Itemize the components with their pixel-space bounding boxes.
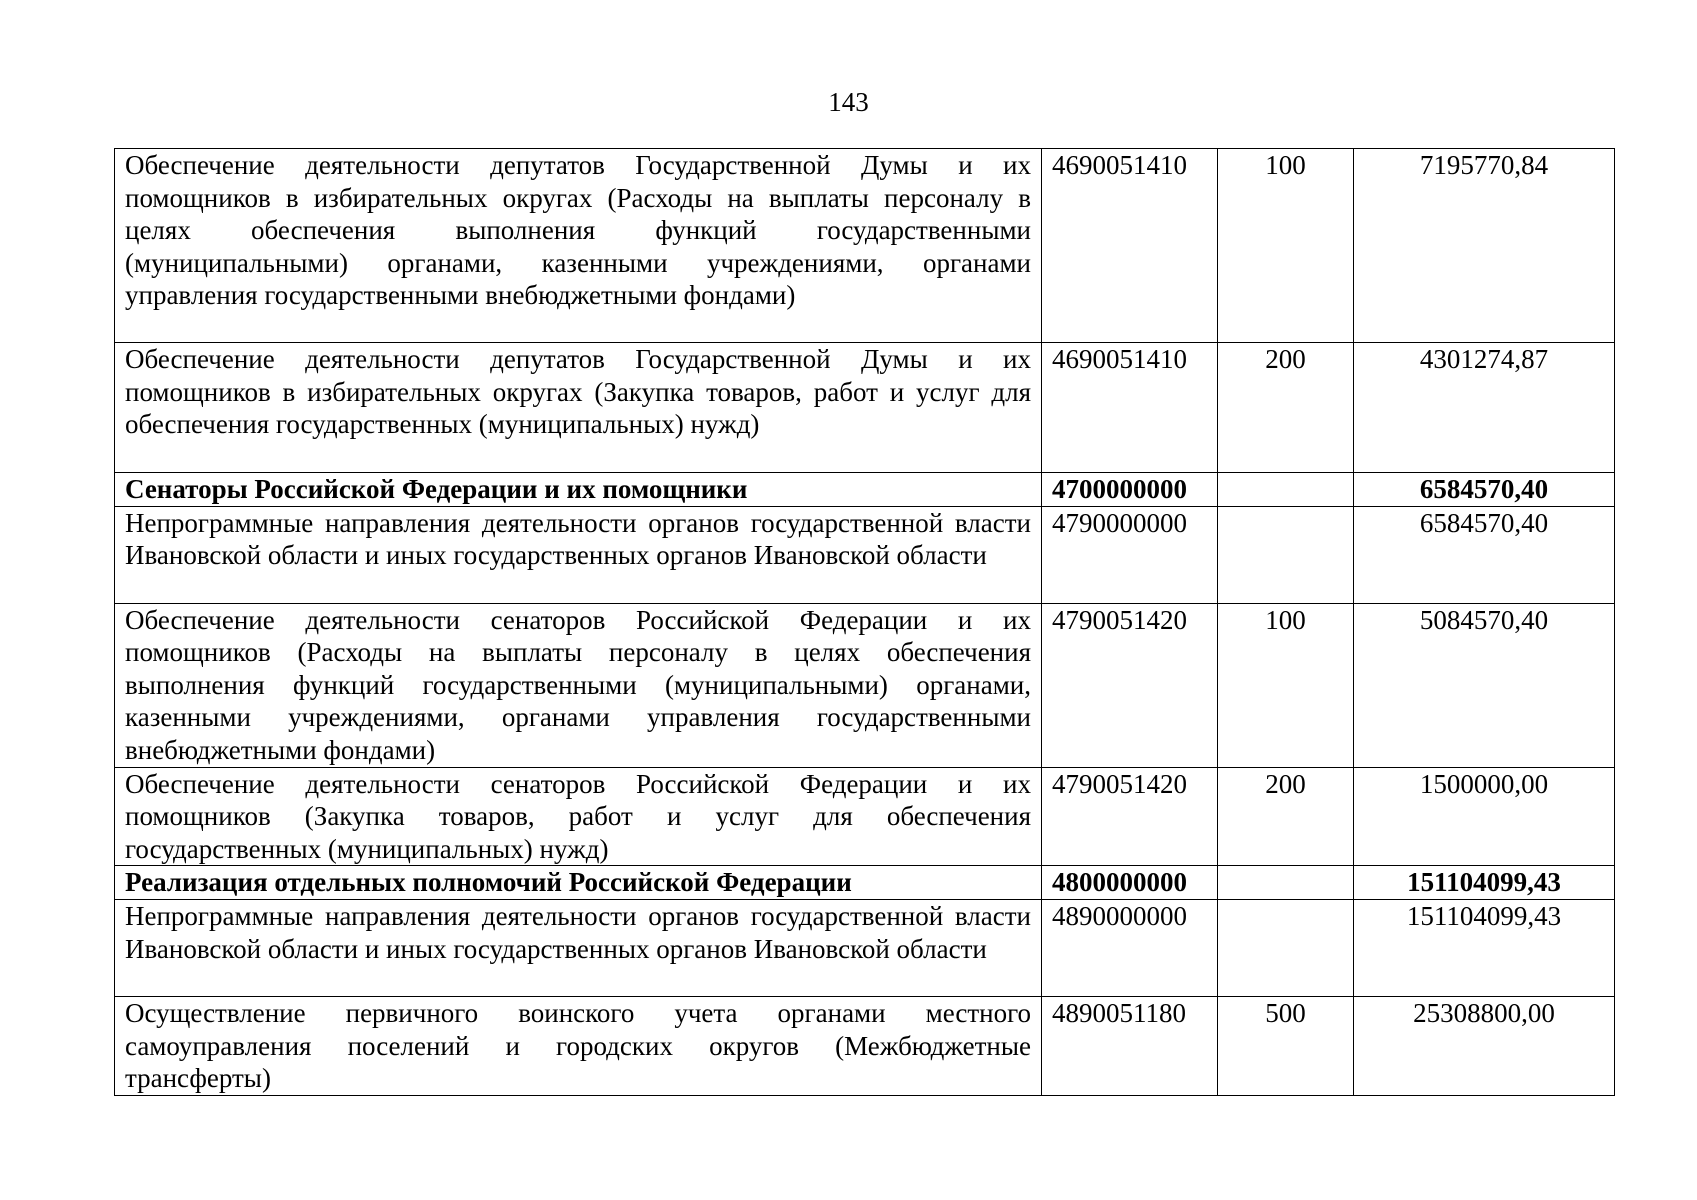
row-description: Сенаторы Российской Федерации и их помощники (115, 473, 1042, 507)
page-number: 143 (828, 87, 869, 117)
row-amount: 7195770,84 (1354, 149, 1615, 343)
row-target-code: 4790051420 (1042, 603, 1218, 767)
row-expense-type: 100 (1218, 149, 1354, 343)
row-target-code: 4790000000 (1042, 506, 1218, 603)
row-amount: 151104099,43 (1354, 899, 1615, 996)
row-amount: 6584570,40 (1354, 473, 1615, 507)
row-expense-type: 500 (1218, 996, 1354, 1095)
table-row-section (115, 866, 1615, 900)
row-expense-type (1218, 899, 1354, 996)
row-amount: 6584570,40 (1354, 506, 1615, 603)
row-expense-type: 100 (1218, 603, 1354, 767)
row-description: Обеспечение деятельности сенаторов Российской Федерации и их помощников (Закупка товаров, работ и услуг для обеспечения государственных (муниципальных) нужд) (115, 767, 1042, 866)
table-row (115, 506, 1615, 603)
row-description: Обеспечение деятельности депутатов Государственной Думы и их помощников в избирательных округах (Закупка товаров, работ и услуг для обеспечения государственных (муниципальных) нужд) (115, 343, 1042, 473)
table-row-section (115, 473, 1615, 507)
table-row (115, 149, 1615, 343)
row-target-code: 4800000000 (1042, 866, 1218, 900)
row-expense-type (1218, 506, 1354, 603)
row-target-code: 4890000000 (1042, 899, 1218, 996)
row-expense-type (1218, 866, 1354, 900)
row-expense-type: 200 (1218, 767, 1354, 866)
row-target-code: 4690051410 (1042, 149, 1218, 343)
row-amount: 4301274,87 (1354, 343, 1615, 473)
row-expense-type: 200 (1218, 343, 1354, 473)
table-row (115, 343, 1615, 473)
row-target-code: 4790051420 (1042, 767, 1218, 866)
table-row (115, 996, 1615, 1095)
row-amount: 1500000,00 (1354, 767, 1615, 866)
row-target-code: 4690051410 (1042, 343, 1218, 473)
table-row (115, 899, 1615, 996)
row-description: Непрограммные направления деятельности органов государственной власти Ивановской области и иных государственных органов Ивановской области (115, 899, 1042, 996)
row-description: Обеспечение деятельности сенаторов Российской Федерации и их помощников (Расходы на выплаты персоналу в целях обеспечения выполнения функций государственными (муниципальными) органами, казенными учреждениями, органами управления государственными внебюджетными фондами) (115, 603, 1042, 767)
budget-table (114, 148, 1615, 1096)
row-target-code: 4890051180 (1042, 996, 1218, 1095)
table-row (115, 603, 1615, 767)
row-description: Осуществление первичного воинского учета органами местного самоуправления поселений и городских округов (Межбюджетные трансферты) (115, 996, 1042, 1095)
row-amount: 151104099,43 (1354, 866, 1615, 900)
row-expense-type (1218, 473, 1354, 507)
table-row (115, 767, 1615, 866)
row-description: Реализация отдельных полномочий Российской Федерации (115, 866, 1042, 900)
row-target-code: 4700000000 (1042, 473, 1218, 507)
row-description: Непрограммные направления деятельности органов государственной власти Ивановской области и иных государственных органов Ивановской области (115, 506, 1042, 603)
row-amount: 5084570,40 (1354, 603, 1615, 767)
row-amount: 25308800,00 (1354, 996, 1615, 1095)
row-description: Обеспечение деятельности депутатов Государственной Думы и их помощников в избирательных округах (Расходы на выплаты персоналу в целях обеспечения выполнения функций государственными (муниципальными) органами, казенными учреждениями, органами управления государственными внебюджетными фондами) (115, 149, 1042, 343)
